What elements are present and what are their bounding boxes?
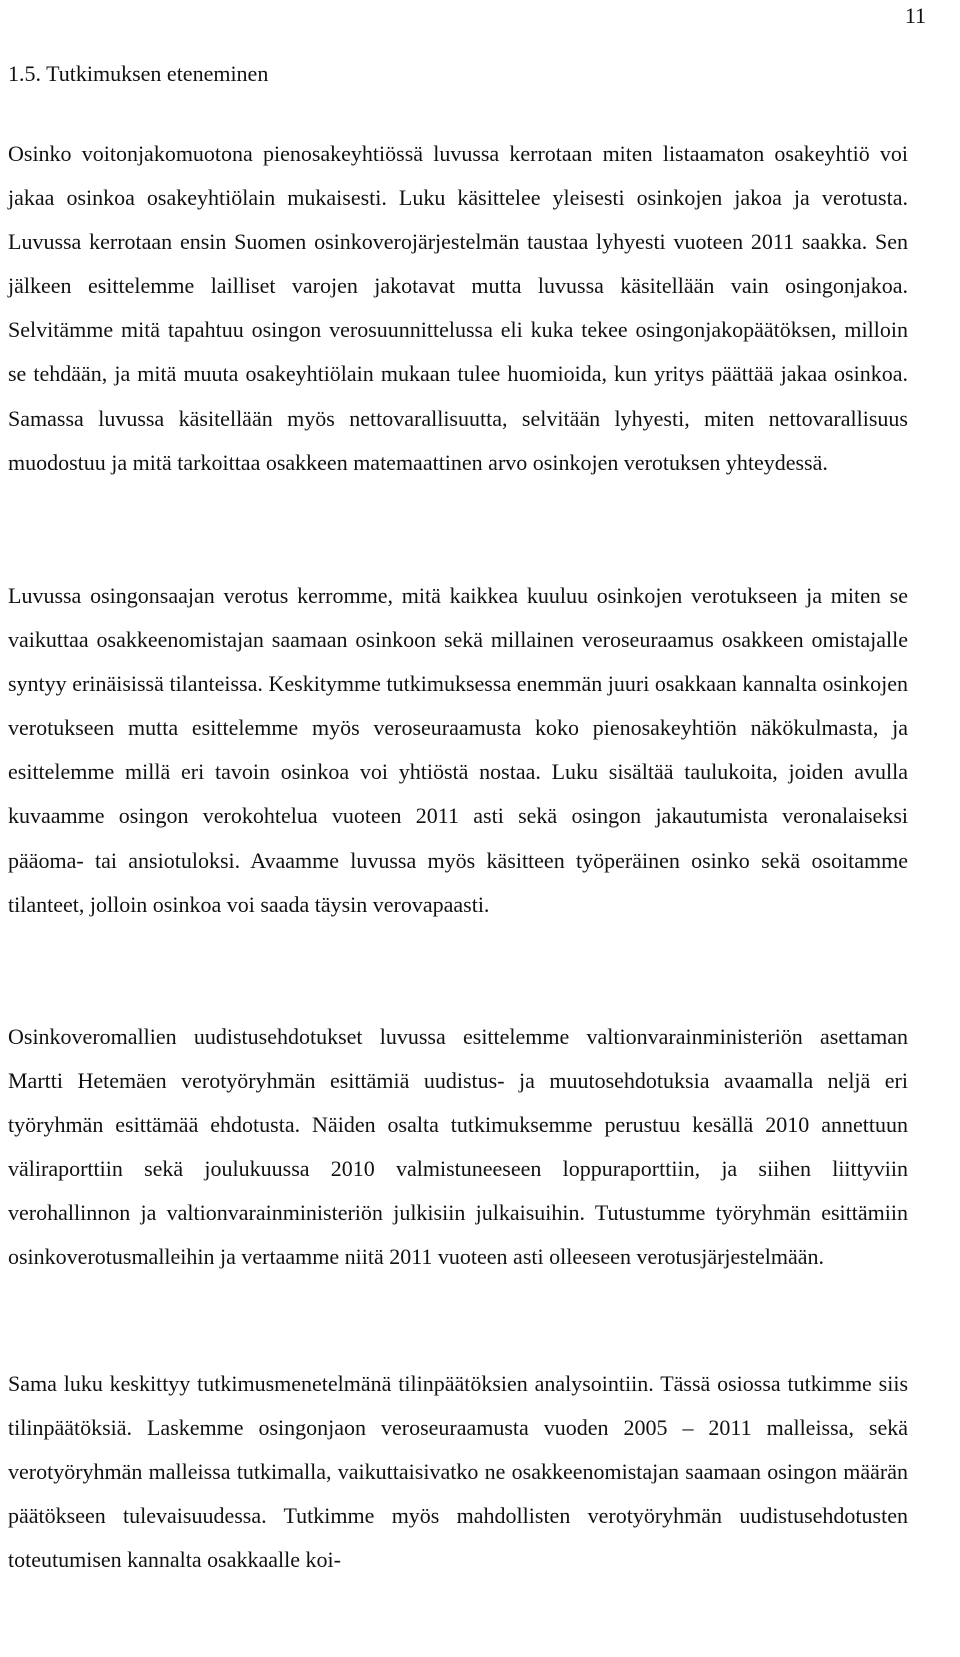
paragraph-chapter-reform-proposals: Osinkoveromallien uudistusehdotukset luvussa esittelemme valtionvarainministeriön asettaman Martti Hetemäen verotyöryhmän esittämiä uudistus- ja muutosehdotuksia avaamalla neljä eri työryhmän esittämää ehdotusta. Näiden osalta tutkimuksemme perustuu kesällä 2010 annettuun väliraporttiin sekä joulukuussa 2010 valmistuneeseen loppuraporttiin, ja siihen liittyviin verohallinnon ja valtionvarainministeriön julkisiin julkaisuihin. Tutustumme työryhmän esittämiin osinkoverotusmalleihin ja vertaamme niitä 2011 vuoteen asti olleeseen verotusjärjestelmään. — [8, 1024, 908, 1270]
section-heading: 1.5. Tutkimuksen eteneminen — [8, 61, 269, 86]
paragraph-chapter-recipient-taxation: Luvussa osingonsaajan verotus kerromme, mitä kaikkea kuuluu osinkojen verotukseen ja miten se vaikuttaa osakkeenomistajan saamaan osinkoon sekä millainen veroseuraamus osakkeen omistajalle syntyy erinäisissä tilanteissa. Keskitymme tutkimuksessa enemmän juuri osakkaan kannalta osinkojen verotukseen mutta esittelemme myös veroseuraamusta koko pienosakeyhtiön näkökulmasta, ja esittelemme millä eri tavoin osinkoa voi yhtiöstä nostaa. Luku sisältää taulukoita, joiden avulla kuvaamme osingon verokohtelua vuoteen 2011 asti sekä osingon jakautumista veronalaiseksi pääoma- tai ansiotuloksi. Avaamme luvussa myös käsitteen työperäinen osinko sekä osoitamme tilanteet, jolloin osinkoa voi saada täysin verovapaasti. — [8, 583, 908, 917]
paragraph-chapter-dividend-distribution: Osinko voitonjakomuotona pienosakeyhtiössä luvussa kerrotaan miten listaamaton osakeyhtiö voi jakaa osinkoa osakeyhtiölain mukaisesti. Luku käsittelee yleisesti osinkojen jakoa ja verotusta. Luvussa kerrotaan ensin Suomen osinkoverojärjestelmän taustaa lyhyesti vuoteen 2011 saakka. Sen jälkeen esittelemme lailliset varojen jakotavat mutta luvussa käsitellään vain osingonjakoa. Selvitämme mitä tapahtuu osingon verosuunnittelussa eli kuka tekee osingonjakopäätöksen, milloin se tehdään, ja mitä muuta osakeyhtiölain mukaan tulee huomioida, kun yritys päättää jakaa osinkoa. Samassa luvussa käsitellään myös nettovarallisuutta, selvitään lyhyesti, miten nettovarallisuus muodostuu ja mitä tarkoittaa osakkeen matemaattinen arvo osinkojen verotuksen yhteydessä. — [8, 141, 908, 475]
page-number: 11 — [904, 3, 926, 28]
paragraph-chapter-financial-analysis: Sama luku keskittyy tutkimusmenetelmänä tilinpäätöksien analysointiin. Tässä osiossa tutkimme siis tilinpäätöksiä. Laskemme osingonjaon veroseuraamusta vuoden 2005 – 2011 malleissa, sekä verotyöryhmän malleissa tutkimalla, vaikuttaisivatko ne osakkeenomistajan saamaan osingon määrän päätökseen tulevaisuudessa. Tutkimme myös mahdollisten verotyöryhmän uudistusehdotusten toteutumisen kannalta osakkaalle koi- — [8, 1371, 908, 1573]
